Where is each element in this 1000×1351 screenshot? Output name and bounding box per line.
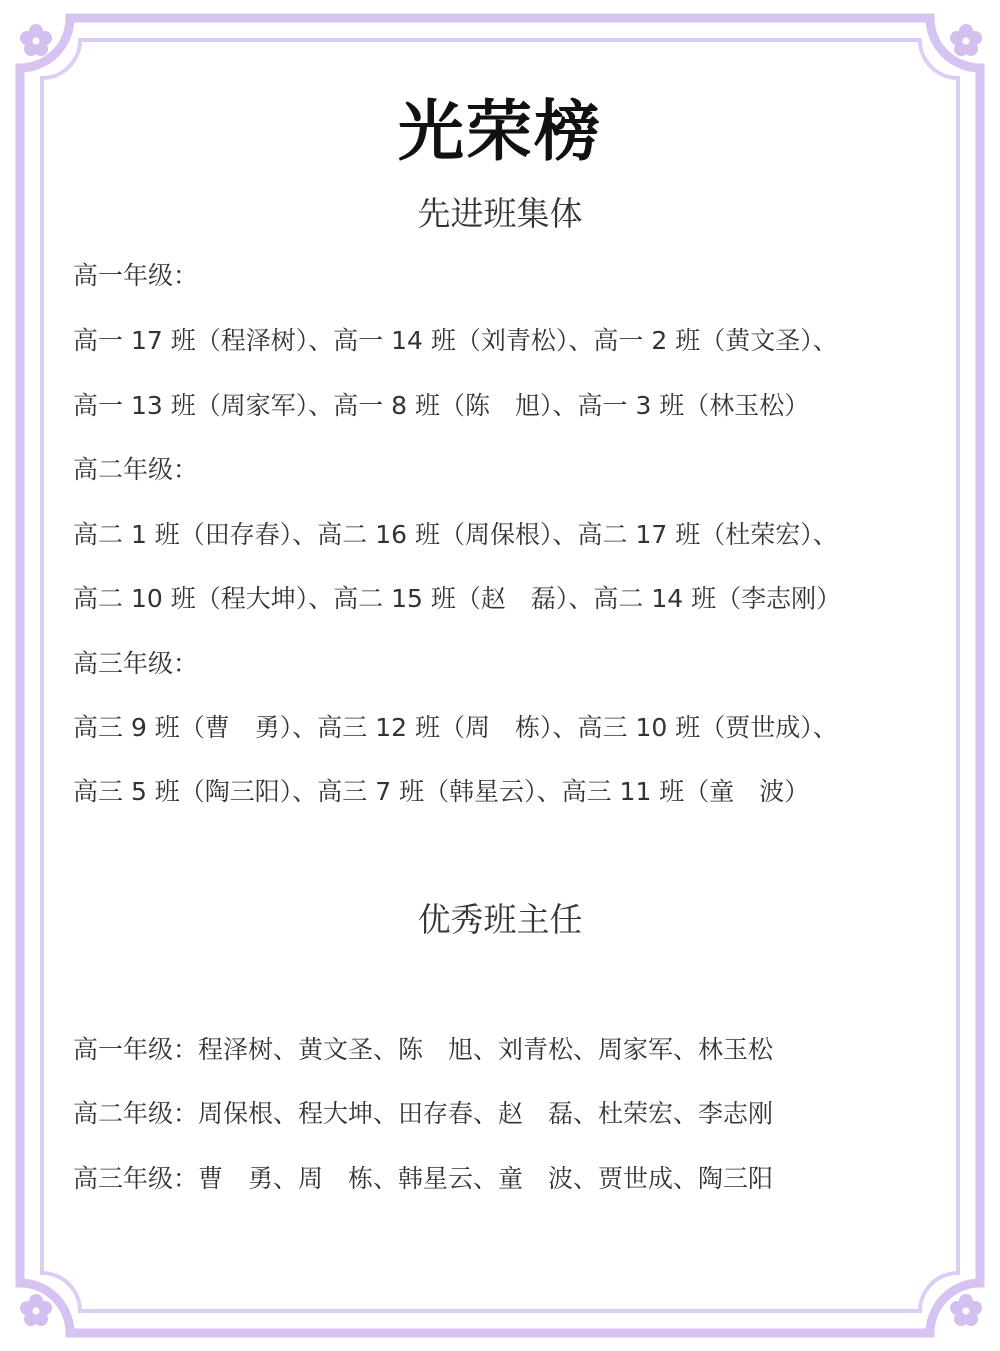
class-list-line: 高三 9 班（曹 勇）、高三 12 班（周 栋）、高三 10 班（贾世成）、 (73, 713, 838, 742)
class-list-line: 高一 17 班（程泽树）、高一 14 班（刘青松）、高一 2 班（黄文圣）、 (73, 326, 838, 355)
flower-icon (18, 22, 54, 58)
teacher-list-line: 高三年级：曹 勇、周 栋、韩星云、童 波、贾世成、陶三阳 (73, 1164, 774, 1193)
section-heading-excellent-teachers: 优秀班主任 (417, 900, 583, 939)
grade-label: 高二年级： (73, 455, 199, 484)
class-list-line: 高三 5 班（陶三阳）、高三 7 班（韩星云）、高三 11 班（童 波） (73, 777, 810, 806)
section-heading-advanced-class: 先进班集体 (417, 194, 583, 233)
class-list-line: 高二 10 班（程大坤）、高二 15 班（赵 磊）、高二 14 班（李志刚） (73, 584, 842, 613)
flower-icon (948, 1292, 984, 1328)
teacher-list-line: 高一年级：程泽树、黄文圣、陈 旭、刘青松、周家军、林玉松 (73, 1035, 774, 1064)
flower-icon (18, 1292, 54, 1328)
class-list-line: 高二 1 班（田存春）、高二 16 班（周保根）、高二 17 班（杜荣宏）、 (73, 520, 838, 549)
flower-icon (948, 22, 984, 58)
teacher-list-line: 高二年级：周保根、程大坤、田存春、赵 磊、杜荣宏、李志刚 (73, 1099, 774, 1128)
grade-label: 高三年级： (73, 649, 199, 678)
class-list-line: 高一 13 班（周家军）、高一 8 班（陈 旭）、高一 3 班（林玉松） (73, 391, 810, 420)
grade-label: 高一年级： (73, 261, 199, 290)
page-title: 光荣榜 (398, 93, 602, 170)
